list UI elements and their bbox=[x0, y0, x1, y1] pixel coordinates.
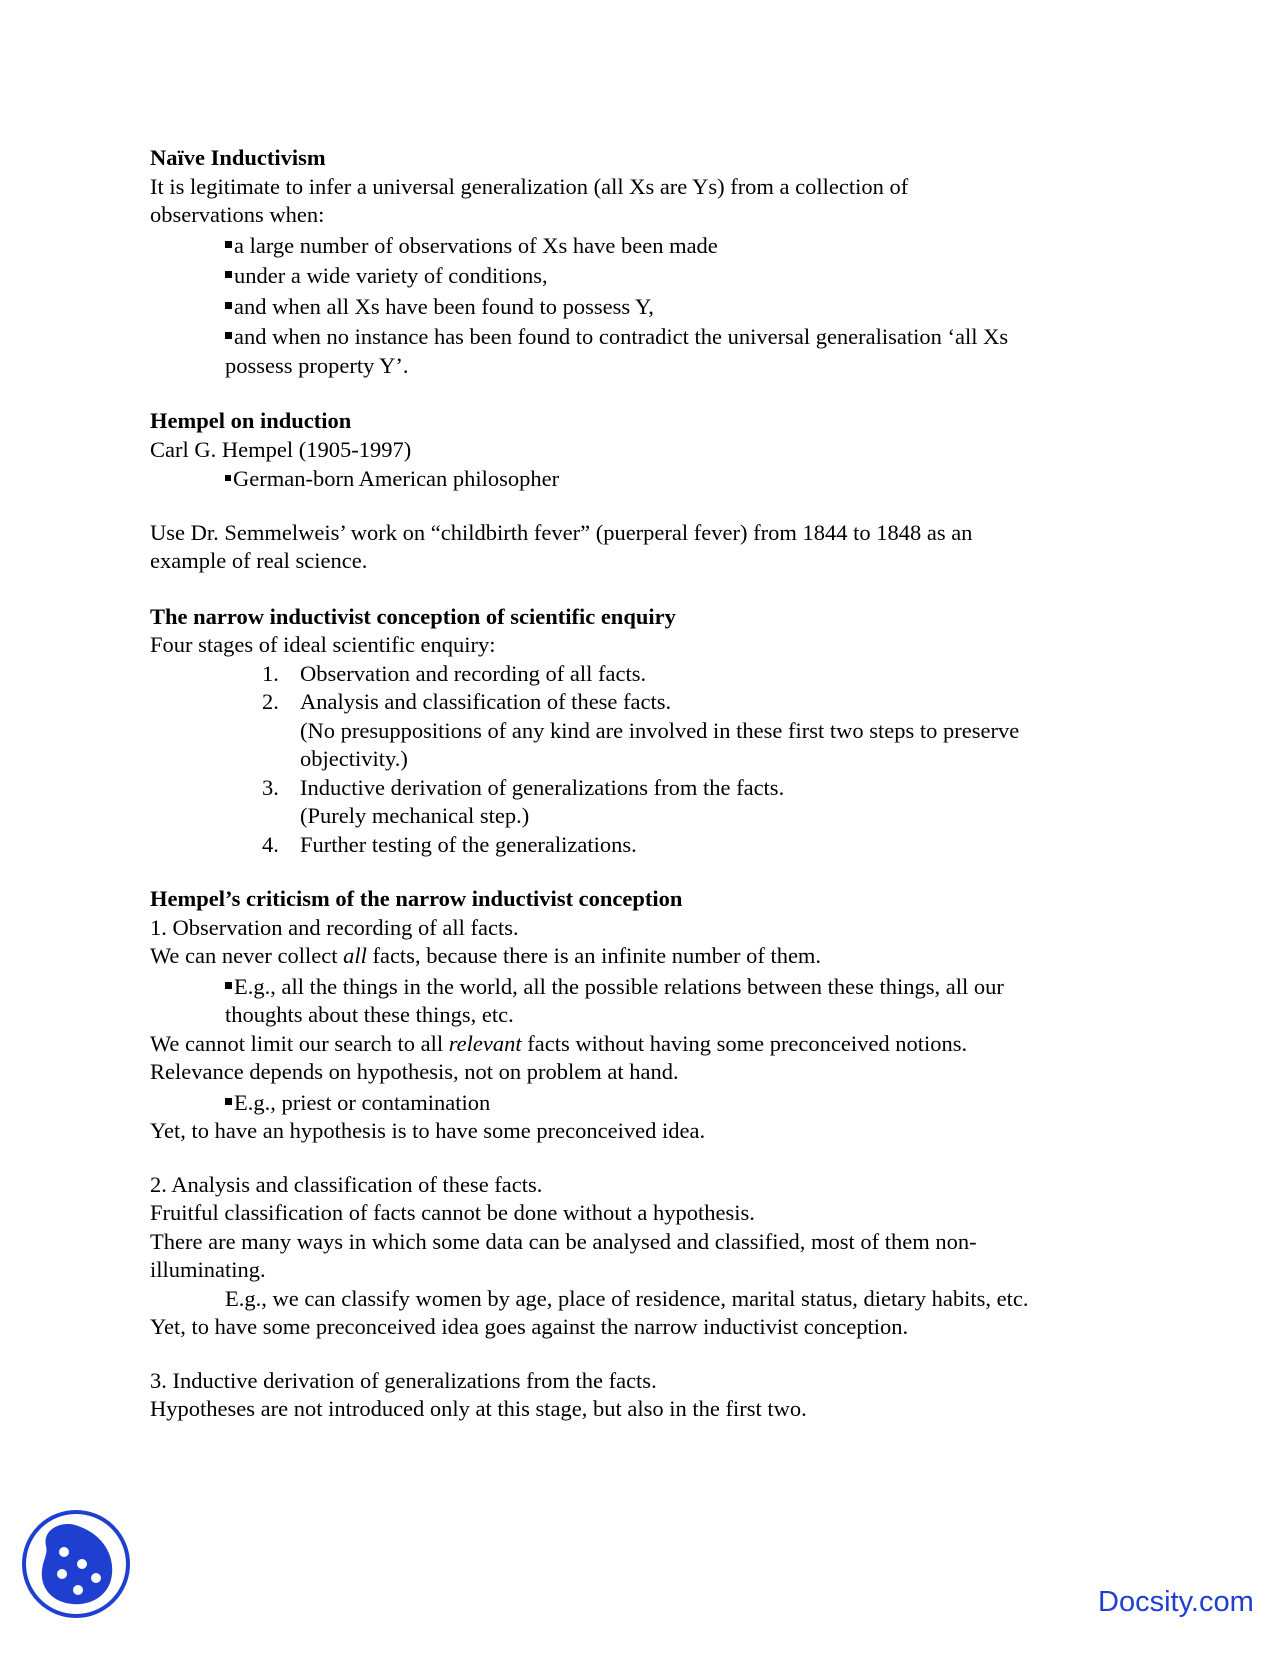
semmelweis-paragraph: Use Dr. Semmelweis’ work on “childbirth fever” (puerperal fever) from 1844 to 1848 as an example of real science. bbox=[150, 519, 973, 573]
document-body bbox=[150, 144, 1150, 1424]
square-bullet-icon bbox=[225, 241, 232, 248]
docsity-logo-icon bbox=[20, 1508, 132, 1620]
list-item: 3. Inductive derivation of generalizations from the facts. bbox=[262, 774, 785, 800]
bullet-item: E.g., all the things in the world, all the possible relations between these things, all our thoughts about these things, etc. bbox=[225, 973, 1004, 1027]
intro-paragraph: It is legitimate to infer a universal generalization (all Xs are Ys) from a collection of observations when: bbox=[150, 173, 909, 227]
fruitful-classification-line: Fruitful classification of facts cannot be done without a hypothesis. bbox=[150, 1200, 755, 1225]
bullet-item: German-born American philosopher bbox=[150, 465, 1150, 494]
classify-women-example: E.g., we can classify women by age, place of residence, marital status, dietary habits, etc. bbox=[225, 1285, 1029, 1311]
list-item-note: (Purely mechanical step.) bbox=[300, 803, 530, 828]
square-bullet-icon bbox=[225, 475, 231, 481]
square-bullet-icon bbox=[225, 982, 232, 989]
relevance-line: Relevance depends on hypothesis, not on problem at hand. bbox=[150, 1059, 679, 1084]
list-item: 4. Further testing of the generalizations. bbox=[262, 831, 637, 857]
bullet-item: a large number of observations of Xs have been made bbox=[150, 232, 1150, 261]
criticism-point-1: 1. Observation and recording of all facts. bbox=[150, 914, 519, 940]
list-item-note: (No presuppositions of any kind are involved in these first two steps to preserve objectivity.) bbox=[300, 717, 1020, 771]
heading-narrow-inductivist: The narrow inductivist conception of scientific enquiry bbox=[150, 603, 676, 629]
preconceived-idea-line: Yet, to have some preconceived idea goes against the narrow inductivist conception. bbox=[150, 1314, 909, 1339]
hempel-name-line: Carl G. Hempel (1905-1997) bbox=[150, 436, 412, 462]
hypothesis-idea-line: Yet, to have an hypothesis is to have some preconceived idea. bbox=[150, 1118, 706, 1143]
hypotheses-stage-line: Hypotheses are not introduced only at this stage, but also in the first two. bbox=[150, 1396, 807, 1421]
bullet-item: under a wide variety of conditions, bbox=[150, 262, 1150, 291]
list-item: 2. Analysis and classification of these facts. bbox=[262, 689, 672, 714]
square-bullet-icon bbox=[225, 1098, 232, 1105]
four-stages-intro: Four stages of ideal scientific enquiry: bbox=[150, 632, 496, 657]
heading-hempel-on-induction: Hempel on induction bbox=[150, 408, 352, 433]
bullet-item: and when all Xs have been found to possess Y, bbox=[150, 293, 1150, 322]
heading-naive-inductivism: Naïve Inductivism bbox=[150, 145, 326, 170]
collect-all-facts-line: We can never collect all facts, because there is an infinite number of them. bbox=[150, 943, 822, 968]
docsity-brand-text: Docsity.com bbox=[1098, 1586, 1254, 1618]
square-bullet-icon bbox=[225, 271, 232, 278]
square-bullet-icon bbox=[225, 332, 232, 339]
heading-hempels-criticism: Hempel’s criticism of the narrow inductivist conception bbox=[150, 886, 683, 911]
criticism-point-2: 2. Analysis and classification of these facts. bbox=[150, 1171, 543, 1197]
criticism-point-3: 3. Inductive derivation of generalizations from the facts. bbox=[150, 1367, 657, 1393]
relevant-facts-line: We cannot limit our search to all relevant facts without having some preconceived notions. bbox=[150, 1030, 968, 1056]
list-item: 1. Observation and recording of all facts. bbox=[262, 660, 647, 686]
bullet-item: and when no instance has been found to contradict the universal generalisation ‘all Xs possess property Y’. bbox=[225, 324, 1009, 378]
many-ways-paragraph: There are many ways in which some data can be analysed and classified, most of them non-illuminating. bbox=[150, 1228, 977, 1282]
square-bullet-icon bbox=[225, 302, 232, 309]
bullet-item: E.g., priest or contamination bbox=[150, 1089, 1150, 1118]
